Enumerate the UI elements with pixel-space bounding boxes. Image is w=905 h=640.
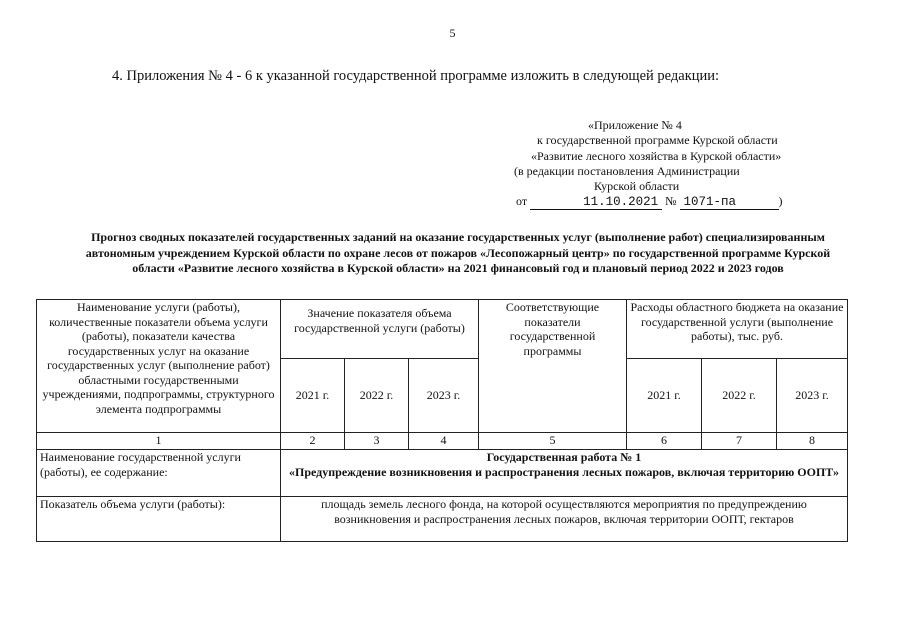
index-cell: 3 — [345, 433, 409, 450]
header-expense-group: Расходы областного бюджета на оказание государственной услуги (выполнение работы), тыс. руб. — [627, 300, 848, 359]
header-col5: Соответствующие показатели государственной программы — [479, 300, 627, 433]
resolution-number: 1071-па — [680, 196, 779, 210]
index-cell: 4 — [409, 433, 479, 450]
index-cell: 7 — [702, 433, 777, 450]
column-index-row — [37, 433, 848, 450]
header-volume-2022: 2022 г. — [345, 359, 409, 433]
header-volume-group: Значение показателя объема государственной услуги (работы) — [281, 300, 479, 359]
page-number: 5 — [449, 26, 456, 40]
appendix-header — [500, 118, 840, 210]
closing-paren: ) — [778, 194, 783, 209]
service-name-content — [281, 450, 848, 497]
volume-indicator-row — [37, 497, 848, 542]
header-col1: Наименование услуги (работы), количественные показатели объема услуги (работы), показатели качества государственных услуг на оказание государственных услуг (выполнение работ) областными государственными учреждениями, подпрограммы, структурного элемента подпрограммы — [37, 300, 281, 433]
work-title: Государственная работа № 1 — [486, 450, 642, 464]
index-cell: 1 — [37, 433, 281, 450]
volume-indicator-label: Показатель объема услуги (работы): — [37, 497, 281, 542]
work-description: «Предупреждение возникновения и распространения лесных пожаров, включая территорию ООПТ» — [289, 464, 839, 479]
index-cell: 5 — [479, 433, 627, 450]
header-expense-2022: 2022 г. — [702, 359, 777, 433]
item-4-text: 4. Приложения № 4 - 6 к указанной государственной программе изложить в следующей редакции: — [112, 68, 720, 84]
service-name-row — [37, 450, 848, 497]
appendix-line-1: «Приложение № 4 — [588, 118, 682, 132]
appendix-line-2: к государственной программе Курской области — [537, 133, 778, 148]
indicators-table — [36, 299, 848, 542]
index-cell: 6 — [627, 433, 702, 450]
header-expense-2023: 2023 г. — [777, 359, 848, 433]
from-label: от — [516, 194, 528, 209]
document-title: Прогноз сводных показателей государственных заданий на оказание государственных услуг (выполнение работ) специализированным автономным учреждением Курской области по охране лесов от пожаров «Лесопожарный центр» по государственной программе Курской области «Развитие лесного хозяйства в Курской области» на 2021 финансовый год и плановый период 2022 и 2023 годов — [85, 230, 831, 275]
header-volume-2021: 2021 г. — [281, 359, 345, 433]
volume-indicator-value: площадь земель лесного фонда, на которой осуществляются мероприятия по предупреждению возникновения и распространения лесных пожаров, включая территории ООПТ, гектаров — [281, 497, 848, 542]
index-cell: 2 — [281, 433, 345, 450]
index-cell: 8 — [777, 433, 848, 450]
header-volume-2023: 2023 г. — [409, 359, 479, 433]
resolution-date: 11.10.2021 — [530, 196, 662, 210]
header-expense-2021: 2021 г. — [627, 359, 702, 433]
appendix-line-3: «Развитие лесного хозяйства в Курской области» — [531, 148, 782, 163]
number-sign: № — [665, 194, 677, 209]
service-name-label: Наименование государственной услуги (работы), ее содержание: — [37, 450, 281, 497]
appendix-line-4: (в редакции постановления Администрации — [514, 163, 740, 178]
header-row-1 — [37, 300, 848, 359]
appendix-line-5: Курской области — [594, 179, 680, 194]
appendix-date-line — [500, 194, 840, 210]
